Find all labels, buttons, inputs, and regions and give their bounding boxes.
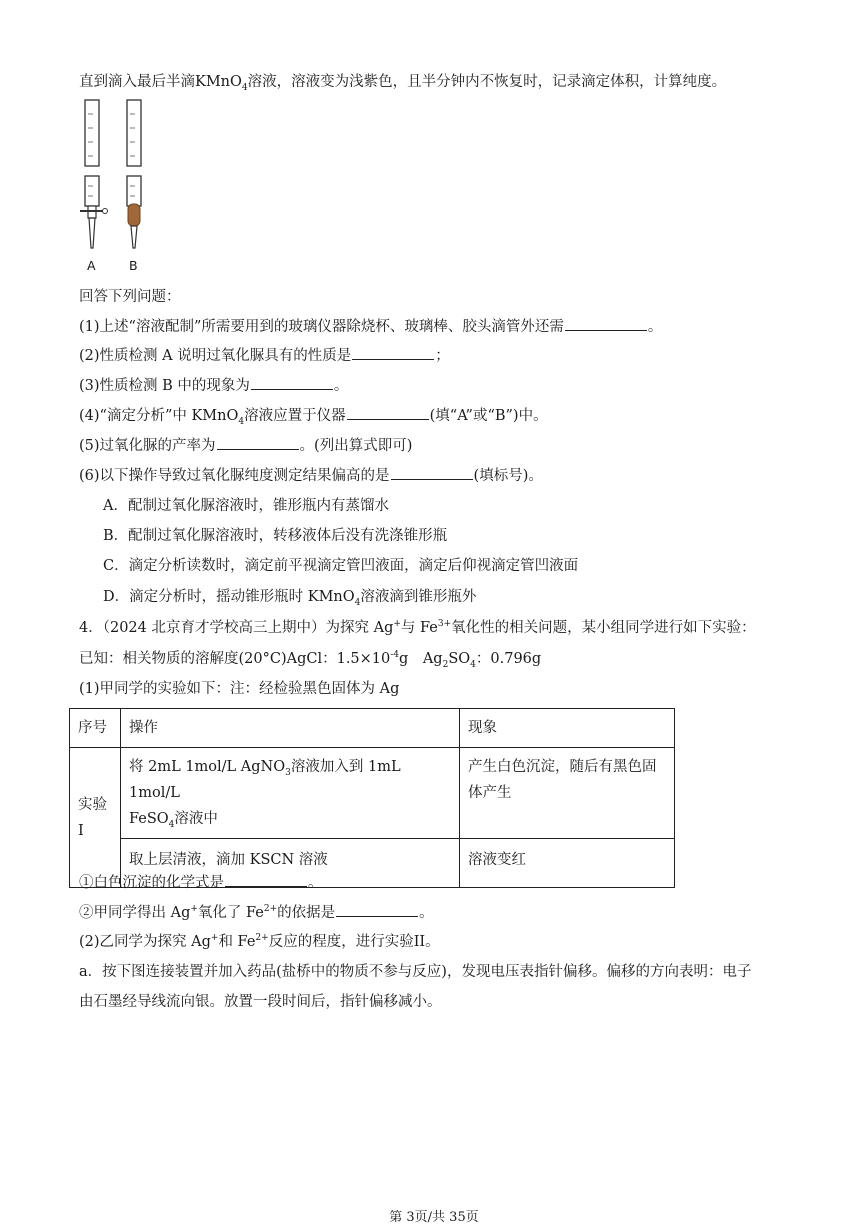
question-4 [79, 405, 548, 426]
known-solubility [79, 649, 541, 669]
page-footer: 第 3页/共 35页 [389, 1210, 479, 1225]
option-c: C．滴定分析读数时，滴定前平视滴定管凹液面，滴定后仰视滴定管凹液面 [103, 558, 579, 574]
known-sub1: 2 [442, 659, 449, 670]
answer-blank[interactable] [391, 465, 473, 480]
operation-cell [121, 748, 460, 839]
op1-suffix: 溶液中 [174, 811, 218, 827]
op1-prefix: 将 2mL 1mol/L AgNO [129, 759, 286, 775]
question-6 [79, 465, 543, 486]
sub-question-2 [79, 902, 434, 923]
q2-end: ； [435, 348, 450, 364]
q2-text: (2)性质检测 A 说明过氧化脲具有的性质是 [79, 348, 352, 364]
op1-sub2: 4 [168, 819, 175, 830]
q1-text: (1)上述“溶液配制”所需要用到的玻璃仪器除烧杯、玻璃棒、胶头滴管外还需 [79, 319, 564, 335]
p4-sup2: 3+ [437, 619, 452, 630]
known-so: SO [448, 651, 471, 667]
p4-prefix: 4．（2024 北京育才学校高三上期中）为探究 Ag [79, 620, 394, 636]
reagent-sub: 4 [241, 82, 248, 93]
answer-blank[interactable] [217, 435, 299, 450]
op1-sub1: 3 [285, 767, 291, 778]
experiment-table [69, 708, 675, 888]
p4-sup1: + [393, 619, 401, 630]
burettes-svg [74, 98, 164, 278]
part-1-intro: (1)甲同学的实验如下：注：经检验黑色固体为 Ag [79, 681, 400, 697]
p42-sup1: + [210, 933, 219, 944]
op1-mid: 溶液加入到 1mL 1mol/L [129, 759, 401, 801]
q4-sub: 4 [238, 416, 245, 427]
op1-line2: FeSO [129, 811, 169, 827]
intro-prefix: 直到滴入最后半滴 [79, 74, 195, 90]
q4-mid: 溶液应置于仪器 [244, 408, 346, 424]
row-label-number: I [78, 822, 84, 839]
q1-end: 。 [647, 319, 663, 335]
part-2-intro [79, 932, 440, 952]
known-suffix: ：0.796g [475, 651, 542, 667]
s2-sup1: + [190, 904, 198, 915]
table-header-row [70, 709, 675, 748]
problem-4-intro [79, 618, 756, 638]
answer-blank[interactable] [347, 405, 429, 420]
q4-prefix: (4)“滴定分析”中 KMnO [79, 408, 239, 424]
q6-text: (6)以下操作导致过氧化脲纯度测定结果偏高的是 [79, 468, 390, 484]
s1-text: ①白色沉淀的化学式是 [79, 875, 224, 891]
option-a: A．配制过氧化脲溶液时，锥形瓶内有蒸馏水 [103, 498, 389, 514]
q5-end: 。(列出算式即可) [299, 438, 413, 454]
header-phenomenon: 现象 [460, 709, 675, 748]
header-operation: 操作 [121, 709, 460, 748]
p42-prefix: (2)乙同学为探究 Ag [79, 934, 211, 950]
q4-end: (填“A”或“B”)中。 [429, 408, 548, 424]
option-d-suffix: 溶液滴到锥形瓶外 [360, 589, 477, 605]
p42-mid: 和 Fe [218, 934, 256, 950]
option-d-prefix: D．滴定分析时，摇动锥形瓶时 KMnO [103, 589, 355, 605]
answer-blank[interactable] [251, 375, 333, 390]
questions-header: 回答下列问题： [79, 289, 181, 305]
s2-mid: 氧化了 Fe [197, 905, 264, 921]
reagent: KMnO [195, 74, 242, 90]
q3-text: (3)性质检测 B 中的现象为 [79, 378, 250, 394]
answer-blank[interactable] [352, 345, 434, 360]
intro-suffix: 溶液，溶液变为浅紫色，且半分钟内不恢复时，记录滴定体积，计算纯度。 [247, 74, 727, 90]
s1-end: 。 [308, 875, 323, 891]
question-1 [79, 316, 662, 337]
known-mid: g Ag [399, 651, 443, 667]
option-b: B．配制过氧化脲溶液时，转移液体后没有洗涤锥形瓶 [103, 528, 448, 544]
question-2 [79, 345, 450, 366]
p42-sup2: 2+ [255, 933, 269, 944]
row-label [70, 748, 121, 888]
s2-end: 。 [419, 905, 434, 921]
q5-text: (5)过氧化脲的产率为 [79, 438, 216, 454]
intro-line [79, 72, 726, 92]
answer-blank[interactable] [565, 316, 647, 331]
option-d-sub: 4 [354, 597, 361, 608]
phenomenon-cell: 溶液变红 [460, 839, 675, 888]
part-a-line-2: 由石墨经导线流向银。放置一段时间后，指针偏移减小。 [79, 994, 442, 1010]
q3-end: 。 [333, 378, 349, 394]
known-exp: -4 [390, 650, 400, 661]
part-a-line-1: a．按下图连接装置并加入药品(盐桥中的物质不参与反应)，发现电压表指针偏移。偏移的方向表明：电子 [79, 964, 752, 980]
burette-figure [74, 98, 164, 278]
option-d [103, 587, 476, 607]
operation-cell: 取上层清液，滴加 KSCN 溶液 [121, 839, 460, 888]
sub-question-1 [79, 872, 323, 893]
p42-suffix: 反应的程度，进行实验II。 [268, 934, 440, 950]
burette-a-label: A [87, 258, 96, 273]
known-prefix: 已知：相关物质的溶解度(20°C)AgCl：1.5×10 [79, 651, 391, 667]
p4-suffix: 氧化性的相关问题，某小组同学进行如下实验： [451, 620, 756, 636]
p4-mid: 与 Fe [400, 620, 438, 636]
answer-blank[interactable] [225, 872, 307, 887]
s2-sup2: 2+ [263, 904, 278, 915]
s2-prefix: ②甲同学得出 Ag [79, 905, 191, 921]
table-row [70, 748, 675, 839]
header-index: 序号 [70, 709, 121, 748]
known-sub2: 4 [470, 659, 476, 670]
s2-text2: 的依据是 [277, 905, 336, 921]
row-label-text: 实验 [78, 796, 107, 813]
q6-end: (填标号)。 [473, 468, 543, 484]
answer-blank[interactable] [336, 902, 418, 917]
phenomenon-cell: 产生白色沉淀，随后有黑色固体产生 [460, 748, 675, 839]
burette-b-label: B [129, 258, 138, 273]
question-3 [79, 375, 348, 396]
question-5 [79, 435, 412, 456]
